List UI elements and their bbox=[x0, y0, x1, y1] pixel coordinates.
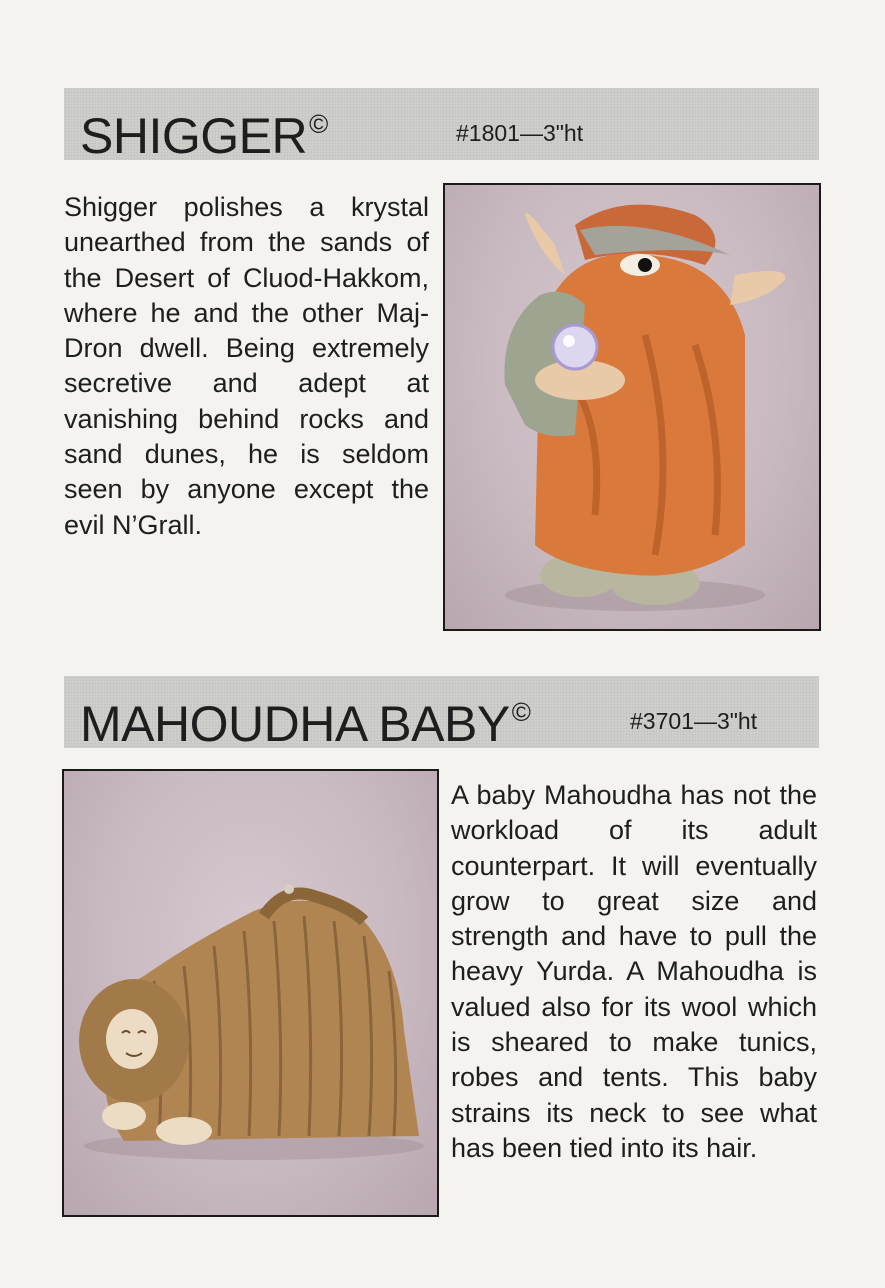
section-header-mahoudha bbox=[64, 676, 819, 752]
shigger-description: Shigger polishes a krystal unearthed from the sands of the Desert of Cluod-Hakkom, where he and the other Maj-Dron dwell. Being extremely secretive and adept at vanishing behind rocks and sand dunes, he is seldom seen by anyone except the evil N’Grall. bbox=[64, 192, 429, 540]
section-header-shigger bbox=[64, 88, 819, 164]
copyright-mark: © bbox=[511, 697, 531, 727]
mahoudha-baby-figurine-photo bbox=[62, 769, 439, 1217]
section-title: MAHOUDHA BABY© bbox=[80, 696, 531, 752]
section-title: SHIGGER© bbox=[80, 108, 328, 164]
shigger-figurine-photo bbox=[443, 183, 821, 631]
item-code: #3701—3"ht bbox=[630, 708, 758, 734]
item-code: #1801—3"ht bbox=[456, 120, 584, 146]
mahoudha-baby-description: A baby Mahoudha has not the workload of its adult counterpart. It will eventually grow to great size and strength and have to pull the heavy Yurda. A Mahoudha is valued also for its wool which is sheared to make tunics, robes and tents. This baby strains its neck to see what has been tied into its hair. bbox=[451, 780, 817, 1163]
copyright-mark: © bbox=[309, 109, 328, 139]
